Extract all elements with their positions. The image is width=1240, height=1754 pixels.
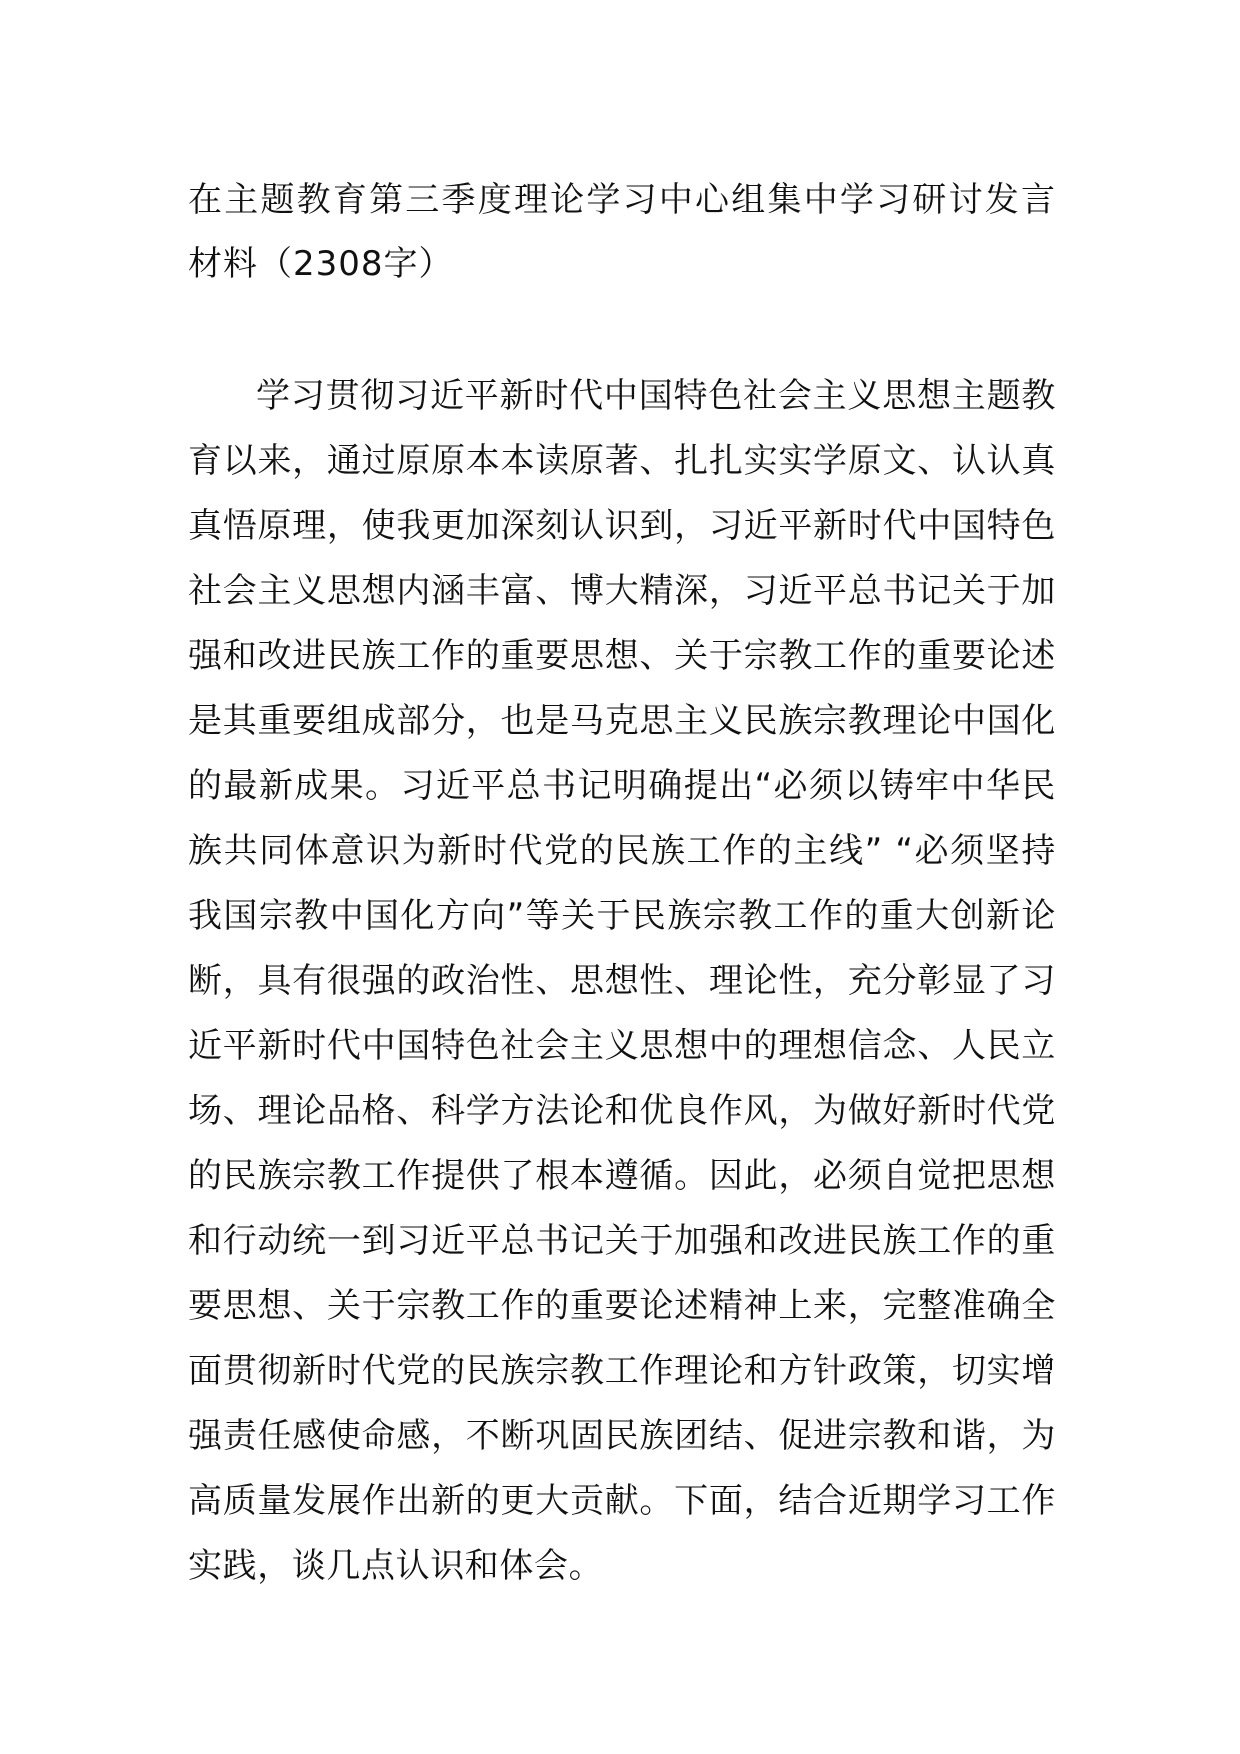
document-title: 在主题教育第三季度理论学习中心组集中学习研讨发言材料（2308字） (188, 180, 1056, 284)
body-paragraph: 学习贯彻习近平新时代中国特色社会主义思想主题教育以来，通过原原本本读原著、扎扎实实学原文、认认真真悟原理，使我更加深刻认识到，习近平新时代中国特色社会主义思想内涵丰富、博大精深，习近平总书记关于加强和改进民族工作的重要思想、关于宗教工作的重要论述是其重要组成部分，也是马克思主义民族宗教理论中国化的最新成果。习近平总书记明确提出“必须以铸牢中华民族共同体意识为新时代党的民族工作的主线” “必须坚持我国宗教中国化方向”等关于民族宗教工作的重大创新论断，具有很强的政治性、思想性、理论性，充分彰显了习近平新时代中国特色社会主义思想中的理想信念、人民立场、理论品格、科学方法论和优良作风，为做好新时代党的民族宗教工作提供了根本遵循。因此，必须自觉把思想和行动统一到习近平总书记关于加强和改进民族工作的重要思想、关于宗教工作的重要论述精神上来，完整准确全面贯彻新时代党的民族宗教工作理论和方针政策，切实增强责任感使命感，不断巩固民族团结、促进宗教和谐，为高质量发展作出新的更大贡献。下面，结合近期学习工作实践，谈几点认识和体会。 (188, 376, 1056, 1586)
document-content (188, 168, 1056, 1599)
